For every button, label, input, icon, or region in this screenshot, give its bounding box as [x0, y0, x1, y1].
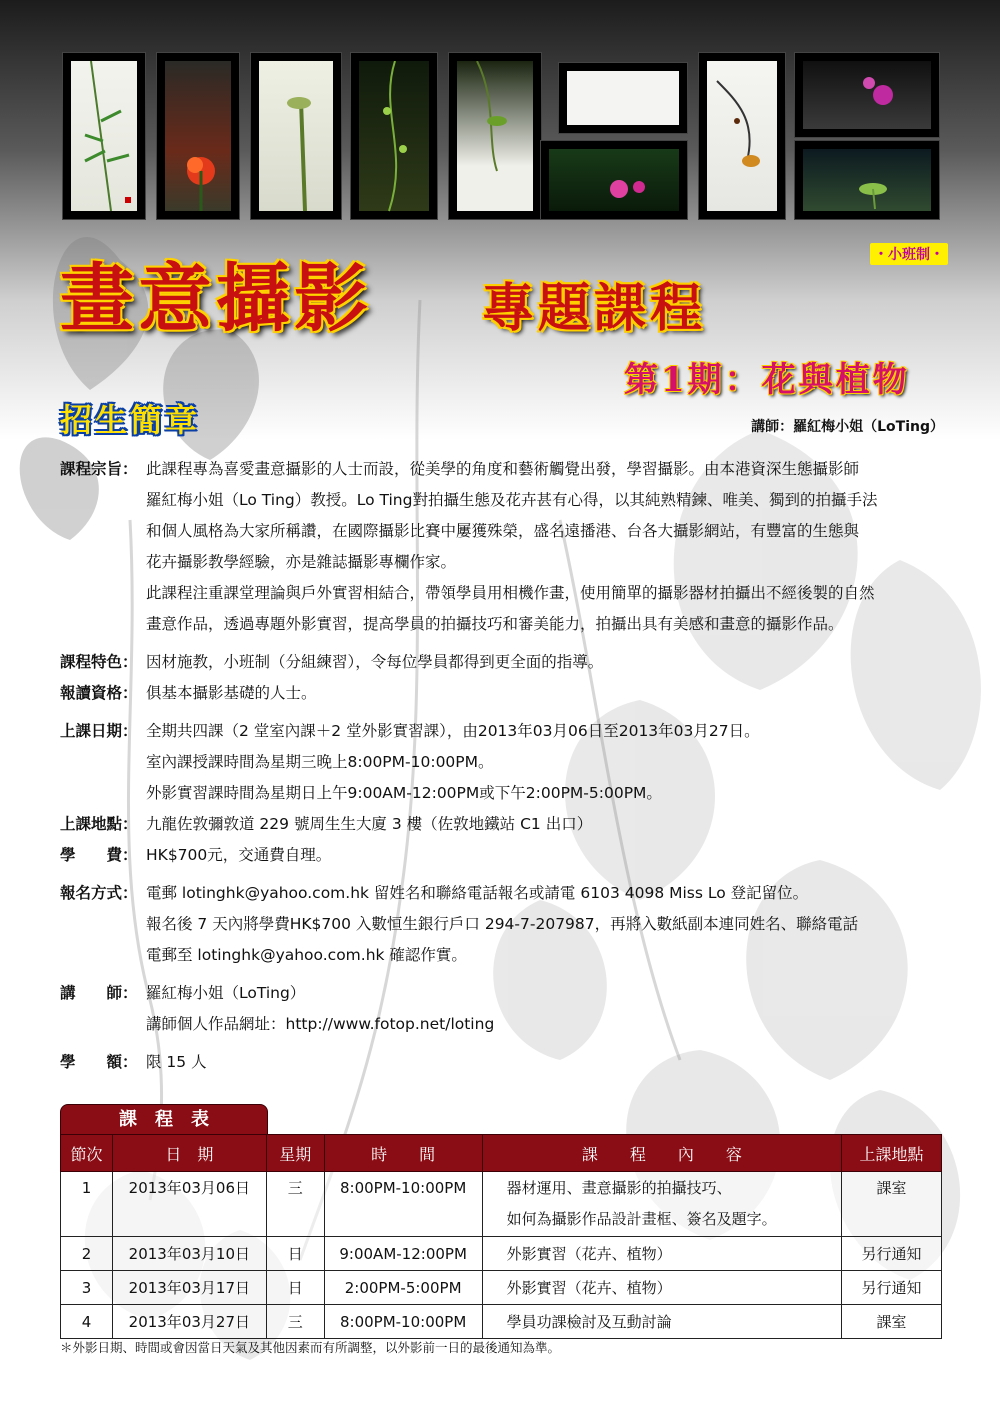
cell-time: 9:00AM-12:00PM [324, 1237, 482, 1271]
content-line: 器材運用、畫意攝影的拍攝技巧、 [506, 1179, 732, 1197]
cell-content: 學員功課檢討及互動討論 [482, 1305, 842, 1339]
purpose-line: 羅紅梅小姐（Lo Ting）教授。Lo Ting對拍攝生態及花卉甚有心得，以其純熟精鍊、唯美、獨到的拍攝手法 [146, 491, 878, 509]
cell-day: 三 [266, 1172, 324, 1237]
cell-place: 另行通知 [842, 1271, 942, 1305]
cell-no: 1 [61, 1172, 113, 1237]
teacher-website: 講師個人作品網址：http://www.fotop.net/loting [146, 1015, 495, 1033]
quota-text: 限 15 人 [146, 1053, 207, 1071]
teacher-label: 講 師： [60, 984, 138, 1002]
cell-time: 2:00PM-5:00PM [324, 1271, 482, 1305]
features-text: 因材施教，小班制（分組練習），令每位學員都得到更全面的指導。 [146, 653, 604, 671]
cell-date: 2013年03月06日 [112, 1172, 266, 1237]
photo-bauhinia [794, 52, 940, 138]
photo-red-flower [156, 52, 240, 220]
table-row [61, 1305, 942, 1339]
dates-line: 外影實習課時間為星期日上午9:00AM-12:00PM或下午2:00PM-5:00PM。 [146, 784, 662, 802]
schedule-header-row [61, 1135, 942, 1172]
features-section [60, 647, 945, 678]
brochure-heading: 招生簡章 [60, 401, 201, 439]
eligibility-section [60, 678, 945, 709]
cell-no: 3 [61, 1271, 113, 1305]
schedule-tab-label: 課程表 [119, 1109, 227, 1130]
table-row [61, 1172, 942, 1237]
purpose-line: 花卉攝影教學經驗，亦是雜誌攝影專欄作家。 [146, 553, 457, 571]
cell-place: 課室 [842, 1305, 942, 1339]
purpose-line: 畫意作品，透過專題外影實習，提高學員的拍攝技巧和審美能力，拍攝出具有美感和畫意的攝影作品。 [146, 615, 844, 633]
header-weekday: 星期 [266, 1135, 324, 1172]
schedule-footnote: ＊外影日期、時間或會因當日天氣及其他因素而有所調整，以外影前一日的最後通知為準。 [60, 1340, 561, 1355]
cell-day: 日 [266, 1237, 324, 1271]
photo-vines [350, 52, 438, 220]
cell-no: 2 [61, 1237, 113, 1271]
dates-section [60, 716, 945, 809]
venue-section [60, 809, 945, 840]
fee-section [60, 840, 945, 871]
cell-date: 2013年03月10日 [112, 1237, 266, 1271]
quota-label: 學 額： [60, 1053, 138, 1071]
features-label: 課程特色： [60, 653, 138, 671]
cell-date: 2013年03月17日 [112, 1271, 266, 1305]
small-class-badge: ・小班制・ [870, 243, 948, 265]
quota-section [60, 1047, 945, 1078]
issue-title: 第1期：花與植物 [624, 360, 910, 400]
cell-content: 外影實習（花卉、植物） [482, 1271, 842, 1305]
apply-section [60, 878, 945, 971]
teacher-section [60, 978, 945, 1040]
schedule-table [60, 1134, 942, 1339]
photo-autumn-leaf [698, 52, 786, 220]
table-row [61, 1237, 942, 1271]
schedule-tab [60, 1104, 268, 1135]
cell-place: 課室 [842, 1172, 942, 1237]
cell-content [482, 1172, 842, 1237]
photo-pink-flowers [540, 140, 688, 220]
cell-no: 4 [61, 1305, 113, 1339]
cell-place: 另行通知 [842, 1237, 942, 1271]
eligibility-label: 報讀資格： [60, 684, 138, 702]
header-lesson-no: 節次 [61, 1135, 113, 1172]
cell-date: 2013年03月27日 [112, 1305, 266, 1339]
venue-text: 九龍佐敦彌敦道 229 號周生生大廈 3 樓（佐敦地鐵站 C1 出口） [146, 815, 593, 833]
apply-line: 電郵至 lotinghk@yahoo.com.hk 確認作實。 [146, 946, 467, 964]
content-line: 如何為攝影作品設計畫框、簽名及題字。 [506, 1210, 777, 1228]
cell-time: 8:00PM-10:00PM [324, 1172, 482, 1237]
purpose-label: 課程宗旨： [60, 460, 138, 478]
dates-line: 室內課授課時間為星期三晚上8:00PM-10:00PM。 [146, 753, 494, 771]
photo-landscape-small [558, 62, 688, 134]
header-date: 日 期 [112, 1135, 266, 1172]
apply-label: 報名方式： [60, 884, 138, 902]
header-venue: 上課地點 [842, 1135, 942, 1172]
photo-stem [250, 52, 342, 220]
table-row [61, 1271, 942, 1305]
fee-label: 學 費： [60, 846, 138, 864]
eligibility-text: 俱基本攝影基礎的人士。 [146, 684, 317, 702]
cell-content: 外影實習（花卉、植物） [482, 1237, 842, 1271]
photo-hanging-leaf [448, 52, 542, 220]
sub-title: 專題課程 [482, 278, 707, 339]
cell-day: 日 [266, 1271, 324, 1305]
apply-line: 報名後 7 天內將學費HK$700 入數恒生銀行戶口 294-7-207987，再將入數紙副本連同姓名、聯絡電話 [146, 915, 859, 933]
main-title: 畫意攝影 [60, 256, 372, 342]
purpose-line: 此課程專為喜愛畫意攝影的人士而設，從美學的角度和藝術觸覺出發，學習攝影。由本港資深生態攝影師 [146, 460, 860, 478]
header-content: 課 程 內 容 [482, 1135, 842, 1172]
course-info [60, 454, 945, 1078]
fee-text: HK$700元，交通費自理。 [146, 846, 332, 864]
cell-time: 8:00PM-10:00PM [324, 1305, 482, 1339]
purpose-line: 此課程注重課堂理論與戶外實習相結合，帶領學員用相機作畫，使用簡單的攝影器材拍攝出不經後製的自然 [146, 584, 875, 602]
header-time: 時 間 [324, 1135, 482, 1172]
venue-label: 上課地點： [60, 815, 138, 833]
cell-day: 三 [266, 1305, 324, 1339]
photo-sprouts [794, 140, 940, 220]
apply-line: 電郵 lotinghk@yahoo.com.hk 留姓名和聯絡電話報名或請電 6103 4098 Miss Lo 登記留位。 [146, 884, 809, 902]
purpose-line: 和個人風格為大家所稱讚，在國際攝影比賽中屢獲殊榮，盛名遠播港、台各大攝影網站，有豐富的生態與 [146, 522, 860, 540]
instructor-line: 講師：羅紅梅小姐（LoTing） [751, 419, 944, 435]
dates-line: 全期共四課（2 堂室內課＋2 堂外影實習課），由2013年03月06日至2013年03月27日。 [146, 722, 760, 740]
dates-label: 上課日期： [60, 722, 138, 740]
photo-bamboo [62, 52, 146, 220]
purpose-section [60, 454, 945, 640]
teacher-name: 羅紅梅小姐（LoTing） [146, 984, 306, 1002]
